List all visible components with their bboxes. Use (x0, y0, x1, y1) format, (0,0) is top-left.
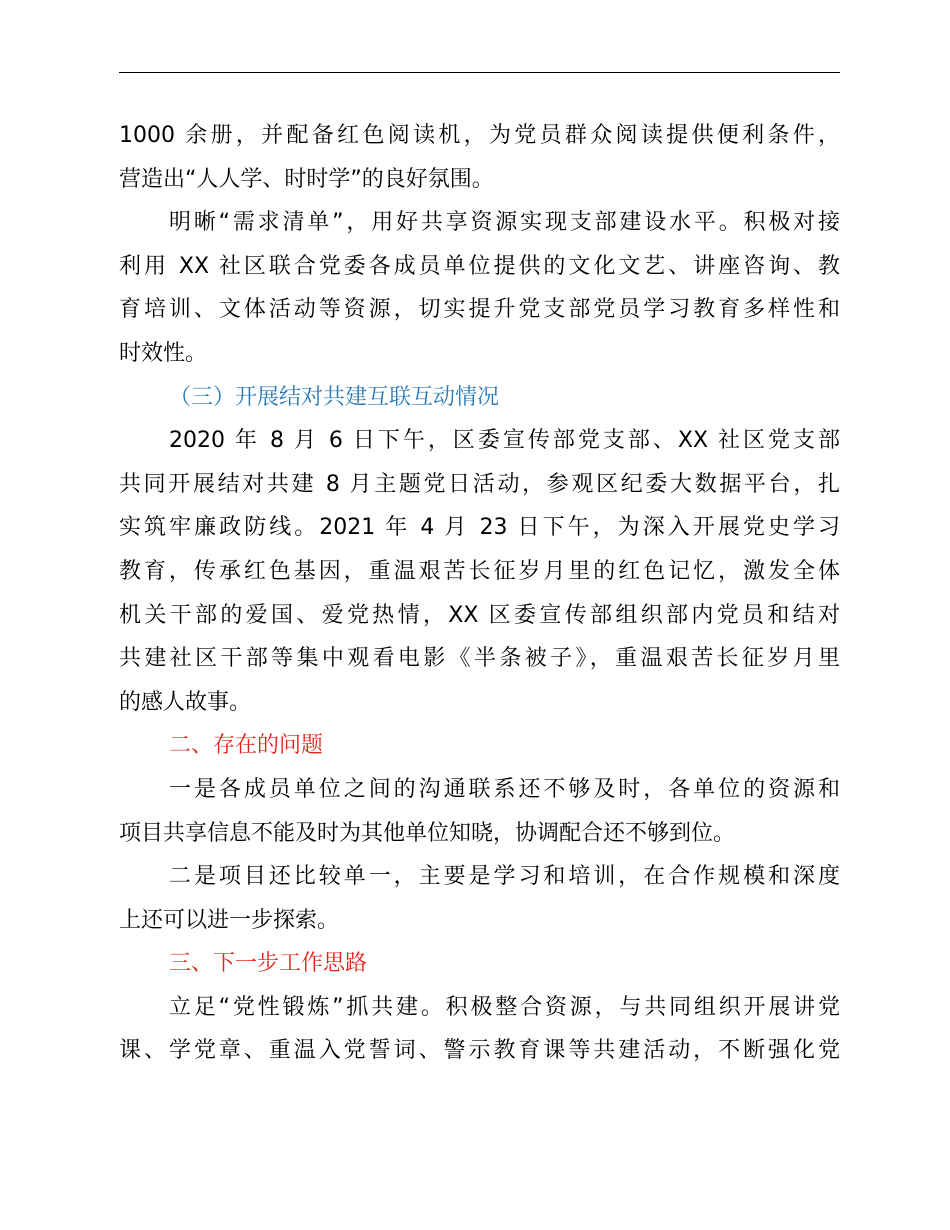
body-text-line: 实筑牢廉政防线。2021 年 4 月 23 日下午，为深入开展党史学习 (119, 515, 840, 541)
body-text-line: 共同开展结对共建 8 月主题党日活动，参观区纪委大数据平台，扎 (119, 471, 840, 497)
body-text-line: 课、学党章、重温入党誓词、警示教育课等共建活动，不断强化党 (119, 1038, 840, 1064)
paragraph-start-line: 明晰“需求清单”，用好共享资源实现支部建设水平。积极对接 (169, 210, 840, 236)
body-text-line: 育培训、文体活动等资源，切实提升党支部党员学习教育多样性和 (119, 297, 840, 323)
section-heading-3: （三）开展结对共建互联互动情况 (169, 384, 500, 410)
section-heading-next-steps: 三、下一步工作思路 (169, 951, 368, 977)
body-text-line: 营造出“人人学、时时学”的良好氛围。 (119, 166, 494, 192)
body-text-line: 1000 余册，并配备红色阅读机，为党员群众阅读提供便利条件， (119, 123, 840, 148)
document-body (119, 114, 840, 1073)
body-text-line: 项目共享信息不能及时为其他单位知晓，协调配合还不够到位。 (119, 820, 736, 846)
paragraph-start-line: 二是项目还比较单一，主要是学习和培训，在合作规模和深度 (169, 864, 840, 890)
body-text-line: 上还可以进一步探索。 (119, 907, 340, 933)
body-text-line: 教育，传承红色基因，重温艰苦长征岁月里的红色记忆，激发全体 (119, 558, 840, 584)
body-text-line: 时效性。 (119, 340, 208, 366)
header-rule (119, 72, 840, 73)
paragraph-start-line: 一是各成员单位之间的沟通联系还不够及时，各单位的资源和 (169, 776, 840, 802)
section-heading-problems: 二、存在的问题 (169, 733, 324, 759)
body-text-line: 共建社区干部等集中观看电影《半条被子》，重温艰苦长征岁月里 (119, 646, 840, 672)
body-text-line: 利用 XX 社区联合党委各成员单位提供的文化文艺、讲座咨询、教 (119, 253, 840, 279)
paragraph-start-line: 立足“党性锻炼”抓共建。积极整合资源，与共同组织开展讲党 (169, 994, 840, 1020)
body-text-line: 机关干部的爱国、爱党热情，XX 区委宣传部组织部内党员和结对 (119, 602, 840, 628)
paragraph-start-line: 2020 年 8 月 6 日下午，区委宣传部党支部、XX 社区党支部 (169, 428, 840, 454)
body-text-line: 的感人故事。 (119, 689, 252, 715)
